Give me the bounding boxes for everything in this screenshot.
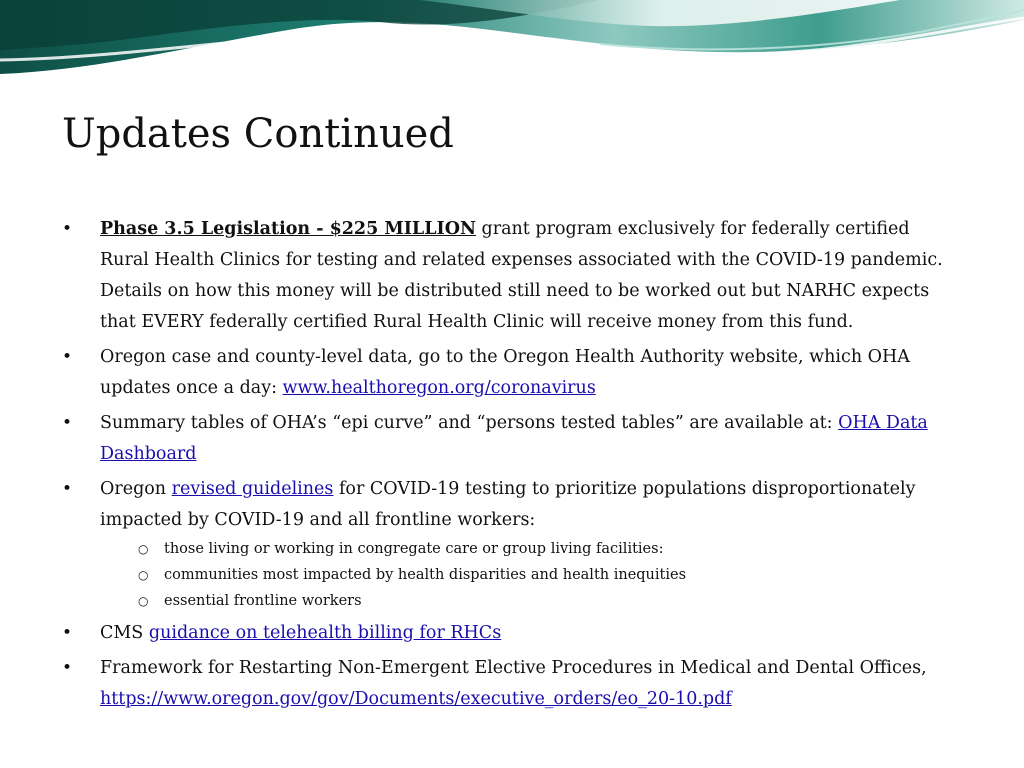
- sub-item-congregate-care: [100, 536, 962, 562]
- bullet-glyph: •: [62, 479, 73, 499]
- bullet-item-summary-tables: [62, 408, 962, 470]
- revised-guidelines-link[interactable]: revised guidelines: [171, 479, 334, 499]
- slide-title: Updates Continued: [62, 111, 454, 157]
- sub-bullet-glyph: ○: [138, 542, 149, 556]
- sub-item-text: those living or working in congregate care or group living facilities:: [164, 541, 664, 557]
- sub-bullet-glyph: ○: [138, 594, 149, 608]
- bullet-glyph: •: [62, 413, 73, 433]
- healthoregon-link[interactable]: www.healthoregon.org/coronavirus: [282, 378, 596, 398]
- telehealth-billing-link[interactable]: guidance on telehealth billing for RHCs: [148, 623, 502, 643]
- cms-pre-text: CMS: [100, 623, 149, 643]
- sub-item-text: communities most impacted by health disparities and health inequities: [164, 567, 687, 583]
- bullet-text: [100, 658, 927, 709]
- bullet-item-case-data: [62, 342, 962, 404]
- bullet-text: [100, 479, 916, 530]
- sub-bullet-glyph: ○: [138, 568, 149, 582]
- decorative-wave-banner: [0, 0, 1024, 80]
- bullet-text: [100, 623, 501, 643]
- bullet-glyph: •: [62, 219, 73, 239]
- bullet-item-cms-telehealth: [62, 618, 962, 649]
- sub-item-frontline-workers: [100, 588, 962, 614]
- bullet-list: [62, 214, 962, 715]
- bullet-glyph: •: [62, 623, 73, 643]
- bullet-glyph: •: [62, 658, 73, 678]
- bullet-item-legislation: [62, 214, 962, 338]
- sub-item-health-disparities: [100, 562, 962, 588]
- guidelines-post-text: for COVID-19 testing to prioritize populations disproportionately impacted by COVID-19 and all frontline workers:: [100, 479, 916, 530]
- content-area: [62, 214, 962, 719]
- legislation-heading: Phase 3.5 Legislation - $225 MILLION: [100, 219, 476, 239]
- sub-bullet-list: [100, 536, 962, 614]
- legislation-description: grant program exclusively for federally certified Rural Health Clinics for testing and related expenses associated with the COVID-19 pandemic. Details on how this money will be distributed still need to be worked out but NARHC expects that EVERY federally certified Rural Health Clinic will receive money from this fund.: [100, 219, 943, 332]
- bullet-text: [100, 413, 928, 464]
- framework-text: Framework for Restarting Non-Emergent Elective Procedures in Medical and Dental Offices,: [100, 658, 927, 678]
- bullet-text: [100, 219, 943, 332]
- bullet-item-testing-guidelines: [62, 474, 962, 614]
- summary-tables-text: Summary tables of OHA’s “epi curve” and “persons tested tables” are available at:: [100, 413, 839, 433]
- bullet-text: [100, 347, 910, 398]
- guidelines-pre-text: Oregon: [100, 479, 172, 499]
- executive-order-link[interactable]: https://www.oregon.gov/gov/Documents/executive_orders/eo_20-10.pdf: [100, 689, 732, 709]
- bullet-glyph: •: [62, 347, 73, 367]
- sub-item-text: essential frontline workers: [164, 593, 362, 609]
- bullet-item-restart-framework: [62, 653, 962, 715]
- oha-data-dashboard-link[interactable]: OHA Data Dashboard: [100, 413, 928, 464]
- case-data-text: Oregon case and county-level data, go to the Oregon Health Authority website, which OHA updates once a day:: [100, 347, 910, 398]
